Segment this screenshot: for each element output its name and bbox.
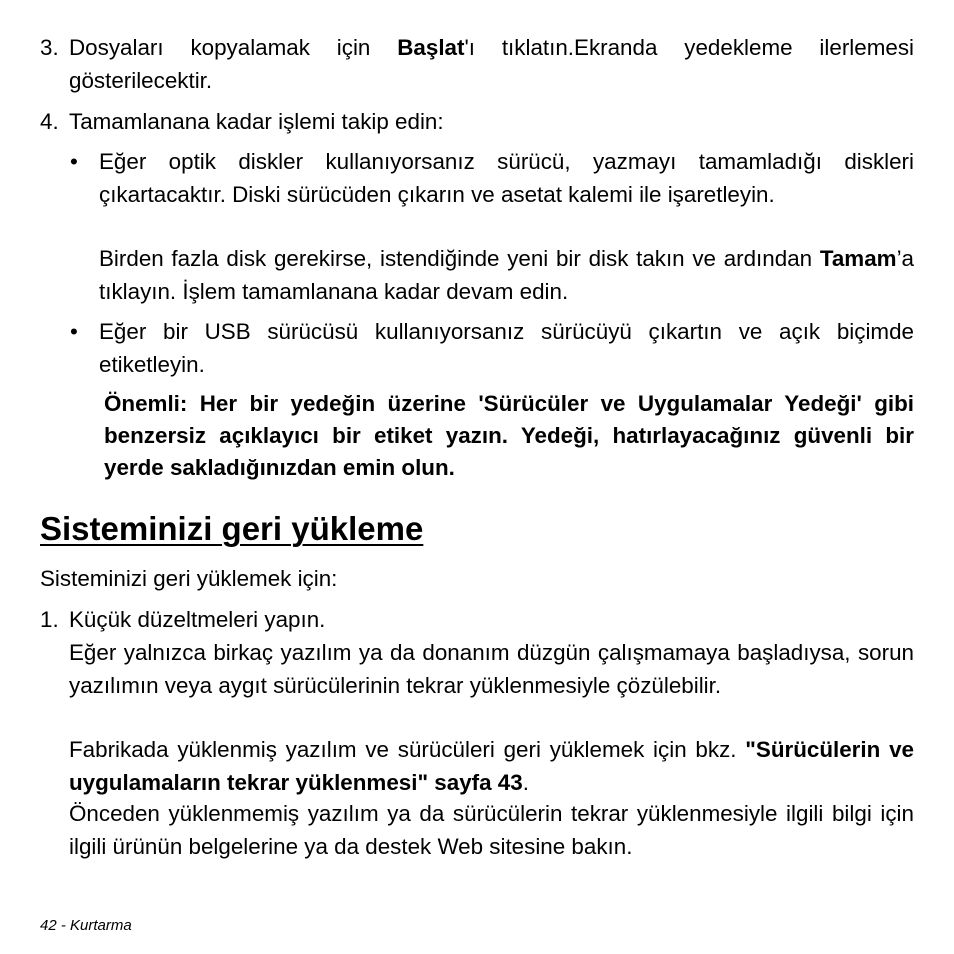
- bullet-2-marker: •: [70, 319, 78, 344]
- bullet-1-text: Eğer optik diskler kullanıyorsanız sürücü, yazmayı tamamladığı diskleri çıkartacaktır. Diski sürücüden çıkarın ve asetat kalemi ile işaretleyin.: [99, 149, 914, 207]
- step-4-text: Tamamlanana kadar işlemi takip edin:: [69, 109, 444, 134]
- step-1-para-2-post: .: [522, 770, 529, 795]
- intro-text: Sisteminizi geri yüklemek için:: [40, 566, 338, 591]
- step-1-para-3: Önceden yüklenmemiş yazılım ya da sürücülerin tekrar yüklenmesiyle ilgili bilgi için ilgili ürünün belgelerine ya da destek Web sitesine bakın.: [69, 801, 914, 859]
- section-heading: Sisteminizi geri yükleme: [40, 510, 424, 547]
- step-1-para-1: Eğer yalnızca birkaç yazılım ya da donanım düzgün çalışmamaya başladıysa, sorun yazılımın veya aygıt sürücülerinin tekrar yüklenmesiyle çözülebilir.: [69, 640, 914, 698]
- step-3-bold: Başlat: [397, 35, 465, 60]
- step-3-text: [69, 31, 914, 97]
- bullet-2-text: Eğer bir USB sürücüsü kullanıyorsanız sürücüyü çıkartın ve açık biçimde etiketleyin.: [99, 319, 914, 377]
- step-1-para-2-pre: Fabrikada yüklenmiş yazılım ve sürücüleri geri yüklemek için bkz.: [69, 737, 746, 762]
- step-1-title: Küçük düzeltmeleri yapın.: [69, 607, 326, 632]
- bullet-1-text-2: [99, 242, 914, 308]
- bullet-1-marker: •: [70, 149, 78, 174]
- step-1-number: 1.: [40, 607, 59, 632]
- step-3-pre: Dosyaları kopyalamak için: [69, 35, 398, 60]
- bullet-1-text-2-pre: Birden fazla disk gerekirse, istendiğinde yeni bir disk takın ve ardından: [99, 246, 820, 271]
- page-footer: 42 - Kurtarma: [40, 917, 132, 934]
- bullet-1-text-2-bold: Tamam: [819, 246, 897, 271]
- bullet-1-text-2-post: ’a tıklayın. İşlem tamamlanana kadar devam edin.: [99, 246, 914, 304]
- step-1-para-2-link: "Sürücülerin ve uygulamaların tekrar yüklenmesi" sayfa 43: [69, 737, 914, 795]
- step-1-para-2: [69, 733, 914, 799]
- step-3-post: 'ı tıklatın.Ekranda yedekleme ilerlemesi gösterilecektir.: [69, 35, 914, 93]
- step-4-number: 4.: [40, 109, 59, 134]
- step-3-number: 3.: [40, 35, 59, 60]
- important-note: Önemli: Her bir yedeğin üzerine 'Sürücüler ve Uygulamalar Yedeği' gibi benzersiz açıklayıcı bir etiket yazın. Yedeği, hatırlayacağınız güvenli bir yerde sakladığınızdan emin olun.: [104, 391, 914, 480]
